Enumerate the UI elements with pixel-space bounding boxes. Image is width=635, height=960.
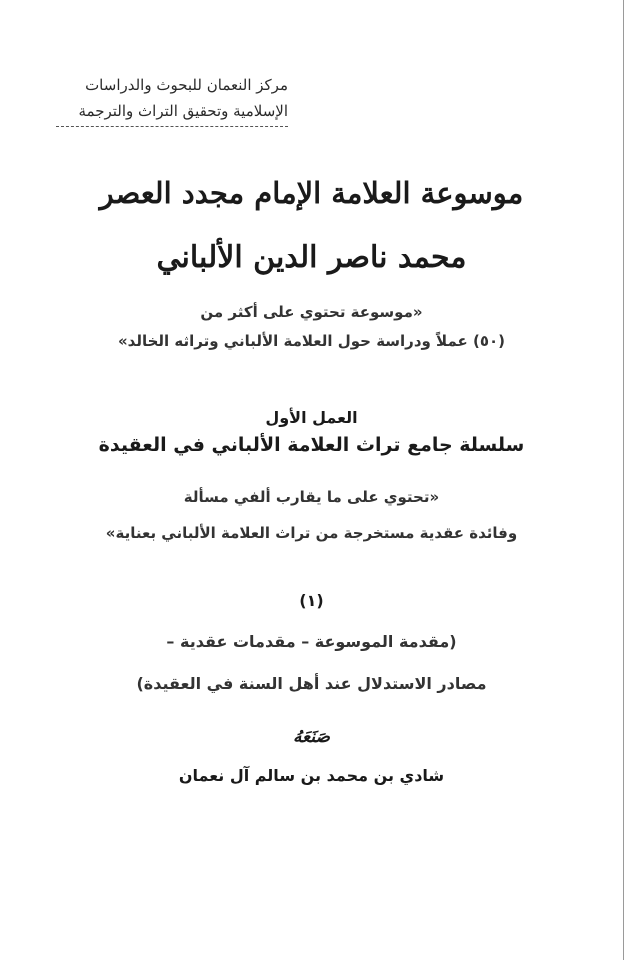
volume-contents-line-1: (مقدمة الموسوعة – مقدمات عقدية – bbox=[166, 632, 457, 651]
encyclopedia-description-line-1: «موسوعة تحتوي على أكثر من bbox=[200, 303, 423, 321]
publisher-dotted-rule bbox=[56, 126, 288, 127]
publisher-line-1: مركز النعمان للبحوث والدراسات bbox=[85, 76, 288, 94]
author-name: شادي بن محمد بن سالم آل نعمان bbox=[178, 766, 445, 785]
series-title: سلسلة جامع تراث العلامة الألباني في العقيدة bbox=[98, 434, 525, 456]
series-description-line-1: «تحتوي على ما يقارب ألفي مسألة bbox=[183, 488, 440, 506]
encyclopedia-description-line-2: (٥٠) عملاً ودراسة حول العلامة الألباني وتراثه الخالد» bbox=[117, 332, 506, 350]
volume-number: (١) bbox=[299, 591, 324, 610]
publisher-block bbox=[28, 72, 288, 127]
work-label: العمل الأول bbox=[265, 408, 358, 427]
volume-contents-line-2: مصادر الاستدلال عند أهل السنة في العقيدة) bbox=[136, 674, 487, 693]
encyclopedia-title: موسوعة العلامة الإمام مجدد العصر bbox=[99, 176, 524, 210]
page-edge-line bbox=[623, 0, 624, 960]
series-description-line-2: وفائدة عقدية مستخرجة من تراث العلامة الألباني بعناية» bbox=[105, 524, 518, 542]
composed-by-label: صَنَعَهُ bbox=[293, 727, 330, 747]
subject-name-title: محمد ناصر الدين الألباني bbox=[156, 240, 467, 275]
publisher-line-2: الإسلامية وتحقيق التراث والترجمة bbox=[78, 102, 288, 120]
